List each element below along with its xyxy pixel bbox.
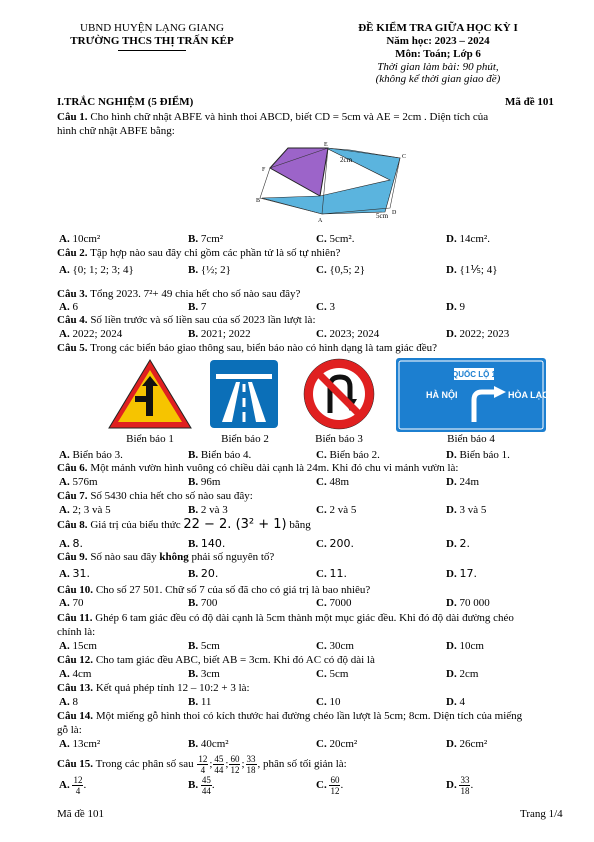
question-7-option-a: A. 2; 3 và 5 <box>59 504 111 516</box>
question-1-option-d: D. 14cm². <box>446 233 490 245</box>
question-8-option-d: D. 2. <box>446 537 470 550</box>
question-11-option-b: B. 5cm <box>188 640 220 652</box>
fraction-3: $\frac{60}{12}$ <box>230 754 240 775</box>
label-C: C <box>402 154 407 160</box>
question-6-option-c: C. 48m <box>316 476 350 488</box>
question-6-option-a: A. 576m <box>59 476 98 488</box>
question-12-option-d: D. 2cm <box>446 668 479 680</box>
school-name: TRƯỜNG THCS THỊ TRẤN KÉP <box>70 35 234 47</box>
question-4: Câu 4. Số liền trước và số liền sau của số 2023 lần lượt là: <box>57 314 316 326</box>
question-14-option-c: C. 20cm² <box>316 738 358 750</box>
question-4-option-c: C. 2023; 2024 <box>316 328 380 340</box>
sign-caption-3: Biển báo 3 <box>315 433 363 445</box>
question-7-option-c: C. 2 và 5 <box>316 504 357 516</box>
section-title: I.TRẮC NGHIỆM (5 ĐIỂM) <box>57 96 194 108</box>
question-14-cont: gỗ là: <box>57 724 82 736</box>
question-13-option-a: A. 8 <box>59 696 78 708</box>
sign-4-left-text: HÀ NỘI <box>426 390 458 400</box>
sign-1-warning-triangle <box>107 358 193 430</box>
label-F: F <box>262 167 266 173</box>
question-9-option-d: D. 17. <box>446 567 477 580</box>
sign-4-top-text: QUỐC LỘ 1 <box>451 370 497 379</box>
question-9: Câu 9. Số nào sau đây không phải số nguyên tố? <box>57 551 275 563</box>
rectangle-rhombus-figure <box>240 140 410 230</box>
question-15: Câu 15. Trong các phân số sau $\frac{12}{4}$ ; $\frac{45}{44}$ ; $\frac{60}{12}$ ; $\frac{33}{18}$ , phân số tối giản là: <box>57 754 347 775</box>
question-10-option-a: A. 70 <box>59 597 84 609</box>
sign-3-no-u-turn <box>302 357 376 431</box>
question-11-cont: chính là: <box>57 626 96 638</box>
question-2: Câu 2. Tập hợp nào sau đây chỉ gồm các phần tử là số tự nhiên? <box>57 247 341 259</box>
question-3: Câu 3. Tổng 2023. 7²+ 49 chia hết cho số nào sau đây? <box>57 288 301 300</box>
question-11-option-a: A. 15cm <box>59 640 97 652</box>
question-1-option-c: C. 5cm². <box>316 233 355 245</box>
label-A: A <box>318 218 323 224</box>
question-12-option-b: B. 3cm <box>188 668 220 680</box>
question-7-option-d: D. 3 và 5 <box>446 504 487 516</box>
question-4-option-a: A. 2022; 2024 <box>59 328 123 340</box>
question-5-option-a: A. Biển báo 3. <box>59 449 123 461</box>
question-3-option-c: C. 3 <box>316 301 335 313</box>
question-3-option-d: D. 9 <box>446 301 465 313</box>
question-12-option-c: C. 5cm <box>316 668 349 680</box>
question-10-option-b: B. 700 <box>188 597 218 609</box>
header-underline <box>118 50 186 51</box>
question-6: Câu 6. Một mảnh vườn hình vuông có chiều dài cạnh là 24m. Khi đó chu vi mảnh vườn là: <box>57 462 459 474</box>
sign-4-direction <box>396 358 549 432</box>
question-13-option-d: D. 4 <box>446 696 465 708</box>
question-2-option-d: D. {1⅕; 4} <box>446 264 498 276</box>
question-14-option-b: B. 40cm² <box>188 738 229 750</box>
question-1-option-b: B. 7cm² <box>188 233 224 245</box>
question-10: Câu 10. Cho số 27 501. Chữ số 7 của số đã cho có giá trị là bao nhiêu? <box>57 584 371 596</box>
question-12: Câu 12. Cho tam giác đều ABC, biết AB = 3cm. Khi đó AC có độ dài là <box>57 654 375 666</box>
school-district: UBND HUYỆN LẠNG GIANG <box>80 22 224 34</box>
question-10-option-c: C. 7000 <box>316 597 352 609</box>
school-year: Năm học: 2023 – 2024 <box>386 35 490 47</box>
label-D: D <box>392 210 397 216</box>
question-14-option-a: A. 13cm² <box>59 738 101 750</box>
question-12-option-a: A. 4cm <box>59 668 92 680</box>
question-15-option-d: D. $\frac{33}{18}$ . <box>446 775 474 796</box>
label-2cm: 2cm <box>340 156 353 164</box>
question-7: Câu 7. Số 5430 chia hết cho số nào sau đây: <box>57 490 253 502</box>
question-11-option-c: C. 30cm <box>316 640 354 652</box>
label-E: E <box>324 142 328 148</box>
question-11-option-d: D. 10cm <box>446 640 484 652</box>
time-limit: Thời gian làm bài: 90 phút, <box>377 61 499 73</box>
question-7-option-b: B. 2 và 3 <box>188 504 228 516</box>
question-5: Câu 5. Trong các biển báo giao thông sau, biển báo nào có hình dạng là tam giác đều? <box>57 342 438 354</box>
question-14-option-d: D. 26cm² <box>446 738 488 750</box>
question-2-option-c: C. {0,5; 2} <box>316 264 366 276</box>
question-5-option-c: C. Biển báo 2. <box>316 449 380 461</box>
question-3-option-b: B. 7 <box>188 301 207 313</box>
question-5-option-d: D. Biển báo 1. <box>446 449 510 461</box>
fraction-4: $\frac{33}{18}$ <box>246 754 256 775</box>
sign-4-right-text: HÒA LẠC <box>508 390 549 400</box>
question-15-option-b: B. $\frac{45}{44}$ . <box>188 775 215 796</box>
label-5cm: 5cm <box>376 212 389 220</box>
question-1-option-a: A. 10cm² <box>59 233 101 245</box>
question-15-fractions: $\frac{12}{4}$ ; $\frac{45}{44}$ ; $\frac{60}{12}$ ; $\frac{33}{18}$ <box>198 754 256 775</box>
footer-exam-code: Mã đề 101 <box>57 808 105 820</box>
question-10-option-d: D. 70 000 <box>446 597 490 609</box>
time-note: (không kể thời gian giao đề) <box>375 73 501 85</box>
sign-2-highway <box>210 360 278 428</box>
question-15-option-a: A. $\frac{12}{4}$ . <box>59 775 87 796</box>
question-8-option-b: B. 140. <box>188 537 226 550</box>
question-4-option-b: B. 2021; 2022 <box>188 328 251 340</box>
fraction-2: $\frac{45}{44}$ <box>214 754 224 775</box>
question-1-cont: hình chữ nhật ABFE bằng: <box>57 125 175 137</box>
question-13: Câu 13. Kết quả phép tính 12 – 10:2 + 3 là: <box>57 682 250 694</box>
question-3-option-a: A. 6 <box>59 301 78 313</box>
exam-code: Mã đề 101 <box>505 96 554 108</box>
question-13-option-c: C. 10 <box>316 696 341 708</box>
question-6-option-b: B. 96m <box>188 476 221 488</box>
question-1: Câu 1. Cho hình chữ nhật ABFE và hình thoi ABCD, biết CD = 5cm và AE = 2cm . Diện tích của <box>57 111 489 123</box>
question-11: Câu 11. Ghép 6 tam giác đều có độ dài cạnh là 5cm thành một mục giác đều. Khi đó độ dài đường chéo <box>57 612 514 624</box>
question-9-option-a: A. 31. <box>59 567 90 580</box>
fraction-1: $\frac{12}{4}$ <box>198 754 208 775</box>
question-2-option-b: B. {½; 2} <box>188 264 231 276</box>
footer-page: Trang 1/4 <box>520 808 563 820</box>
label-B: B <box>256 198 261 204</box>
sign-caption-2: Biển báo 2 <box>221 433 269 445</box>
sign-caption-4: Biển báo 4 <box>447 433 495 445</box>
question-13-option-b: B. 11 <box>188 696 212 708</box>
exam-title: ĐỀ KIỂM TRA GIỮA HỌC KỲ I <box>358 22 518 34</box>
subject: Môn: Toán; Lớp 6 <box>395 48 481 60</box>
question-9-option-c: C. 11. <box>316 567 347 580</box>
question-14: Câu 14. Một miếng gỗ hình thoi có kích thước hai đường chéo lần lượt là 5cm; 8cm. Diện tích của miếng <box>57 710 523 722</box>
question-4-option-d: D. 2022; 2023 <box>446 328 510 340</box>
question-6-option-d: D. 24m <box>446 476 480 488</box>
question-8: Câu 8. Giá trị của biểu thức 22 − 2. (3² + 1) bằng <box>57 517 311 532</box>
question-5-option-b: B. Biển báo 4. <box>188 449 252 461</box>
question-15-option-c: C. $\frac{60}{12}$ . <box>316 775 344 796</box>
question-2-option-a: A. {0; 1; 2; 3; 4} <box>59 264 134 276</box>
question-9-option-b: B. 20. <box>188 567 219 580</box>
sign-caption-1: Biển báo 1 <box>126 433 174 445</box>
question-8-option-a: A. 8. <box>59 537 83 550</box>
question-8-option-c: C. 200. <box>316 537 354 550</box>
